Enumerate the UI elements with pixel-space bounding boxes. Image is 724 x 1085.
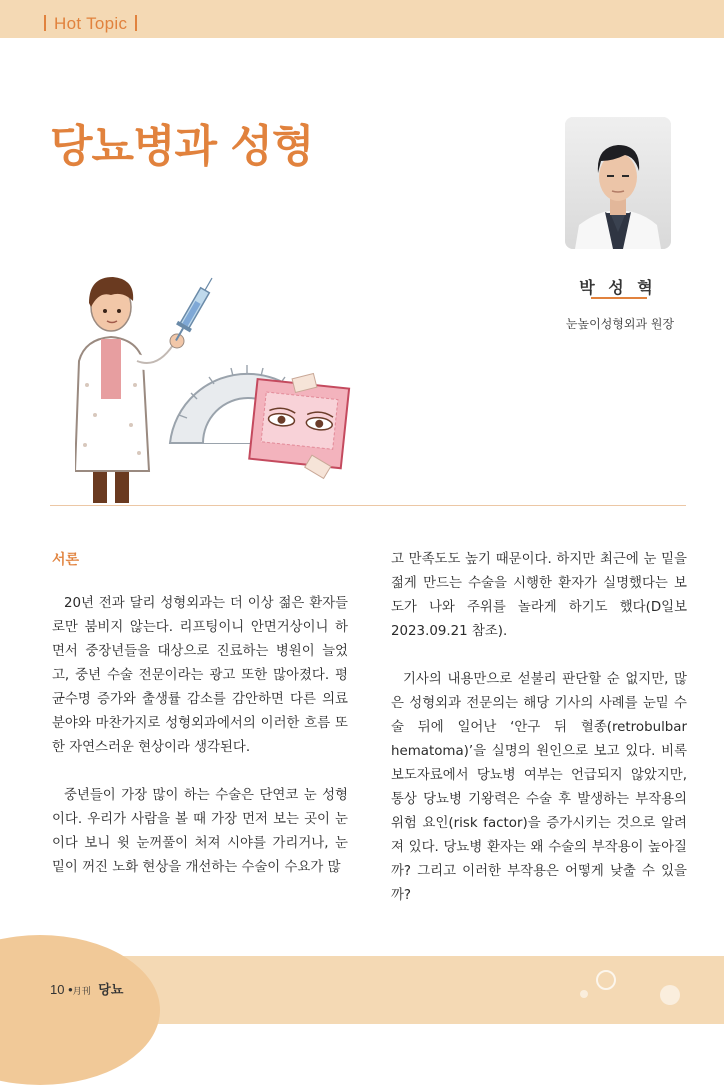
body-column-right bbox=[391, 548, 687, 932]
author-name: 박 성 혁 bbox=[579, 278, 657, 297]
section-label bbox=[44, 14, 145, 34]
author-portrait-icon bbox=[565, 117, 671, 249]
decoration-dot-icon bbox=[660, 985, 680, 1005]
decoration-circle-icon bbox=[596, 970, 616, 990]
section-divider bbox=[50, 505, 686, 506]
separator-bar bbox=[135, 15, 137, 31]
page-footer bbox=[50, 979, 123, 998]
section-heading: 서론 bbox=[52, 552, 80, 568]
page-number: 10 bbox=[50, 982, 65, 997]
body-column-left bbox=[52, 548, 348, 904]
body-paragraph: 고 만족도도 높기 때문이다. 하지만 최근에 눈 밑을 젊게 만드는 수술을 시행한 환자가 실명했다는 보도가 나와 주위를 놀라게 하기도 했다(D일보 2023.09.21 참조). bbox=[391, 552, 687, 639]
article-title: 당뇨병과 성형 bbox=[50, 121, 314, 172]
magazine-name: 당뇨 bbox=[98, 982, 124, 997]
decoration-dot-icon bbox=[580, 990, 588, 998]
footer-bullet: • bbox=[68, 982, 73, 997]
doctor-illustration-icon bbox=[75, 265, 365, 505]
body-paragraph: 기사의 내용만으로 섣불리 판단할 순 없지만, 많은 성형외과 전문의는 해당 기사의 사례를 눈밑 수술 뒤에 일어난 ‘안구 뒤 혈종(retrobulbar hematoma)’을 실명의 원인으로 보고 있다. 비록 보도자료에서 당뇨병 여부는 언급되지 않았지만, 통상 당뇨병 기왕력은 수술 후 발생하는 부작용의 위험 요인(risk factor)을 증가시키는 것으로 알려져 있다. 당뇨병 환자는 왜 수술의 부작용이 높아질까? 그리고 이러한 부작용은 어떻게 낮출 수 있을까? bbox=[391, 672, 687, 903]
author-underline bbox=[591, 297, 647, 299]
author-role: 눈높이성형외과 원장 bbox=[565, 317, 675, 331]
body-paragraph: 중년들이 가장 많이 하는 수술은 단연코 눈 성형이다. 우리가 사람을 볼 때 가장 먼저 보는 곳이 눈이다 보니 윗 눈꺼풀이 처져 시야를 가리거나, 눈 밑이 꺼진 노화 현상을 개선하는 수술이 수요가 많 bbox=[52, 788, 348, 875]
magazine-prefix: 月刊 bbox=[72, 986, 91, 996]
separator-bar bbox=[44, 15, 46, 31]
body-paragraph: 20년 전과 달리 성형외과는 더 이상 젊은 환자들로만 붐비지 않는다. 리프팅이니 안면거상이니 하면서 중장년들을 대상으로 진료하는 병원이 늘었고, 중년 수술 전문이라는 광고 또한 많아졌다. 평균수명 증가와 출생률 감소를 감안하면 다른 의료분야와 마찬가지로 성형외과에서의 이러한 흐름 또한 자연스러운 현상이라 생각된다. bbox=[52, 596, 348, 755]
section-label-text: Hot Topic bbox=[54, 14, 128, 33]
author-photo bbox=[565, 117, 671, 249]
